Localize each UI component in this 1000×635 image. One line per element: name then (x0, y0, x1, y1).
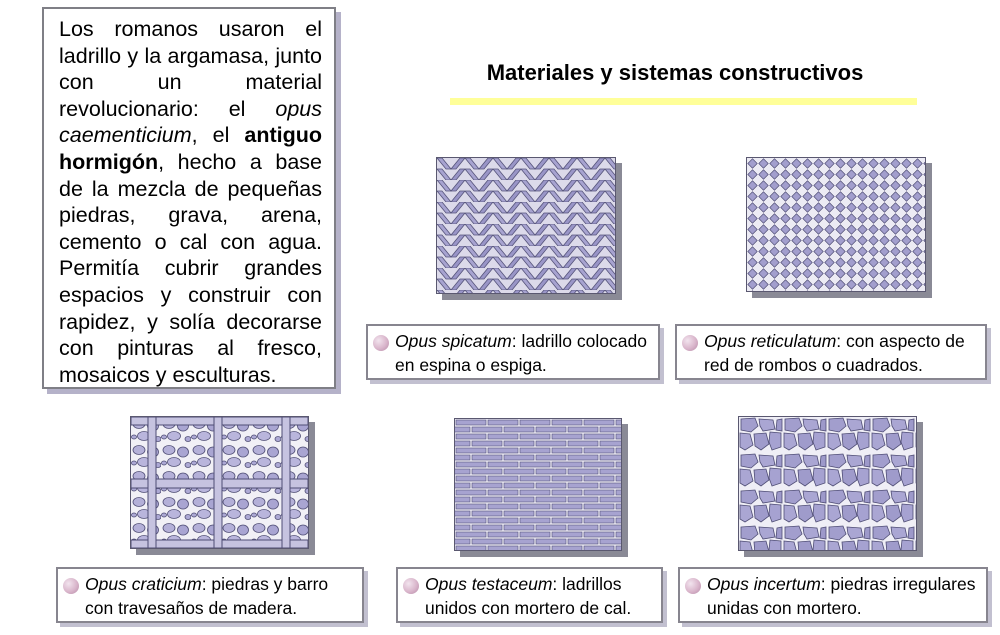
caption-name: Opus incertum (707, 574, 821, 594)
bullet-icon (682, 335, 698, 351)
caption-name: Opus reticulatum (704, 331, 837, 351)
caption-opus-spicatum (366, 324, 660, 380)
opus-spicatum-image (436, 157, 616, 294)
opus-incertum-image (738, 416, 917, 551)
caption-text: : ladrillo colocado en espina o espiga. (395, 331, 647, 375)
bullet-icon (403, 578, 419, 594)
intro-text-2: , el (191, 123, 245, 148)
opus-reticulatum-image (746, 157, 926, 292)
bullet-icon (685, 578, 701, 594)
bullet-icon (63, 578, 79, 594)
caption-name: Opus testaceum (425, 574, 553, 594)
caption-opus-incertum (678, 567, 988, 623)
opus-testaceum-image (454, 418, 622, 551)
title-underline (450, 98, 917, 105)
caption-text: : piedras irregulares unidas con mortero. (707, 574, 976, 618)
intro-text-3: , hecho a base de la mezcla de pequeñas piedras, grava, arena, cemento o cal con agua. Permitía cubrir grandes espacios y construir con rapidez, y solía decorarse con pinturas al fresco, mosaicos y esculturas. (59, 149, 322, 387)
caption-name: Opus spicatum (395, 331, 512, 351)
intro-text-1: Los romanos usaron el ladrillo y la argamasa, junto con un material revolucionario: el (59, 17, 322, 121)
caption-opus-reticulatum (675, 324, 987, 380)
intro-paragraph (59, 16, 322, 388)
caption-opus-craticium (56, 567, 364, 623)
caption-text: : con aspecto de red de rombos o cuadrados. (704, 331, 965, 375)
caption-name: Opus craticium (85, 574, 202, 594)
intro-opus-caementicium: opus caementicium (59, 96, 322, 148)
intro-antiguo-hormigon: antiguo hormigón (59, 123, 322, 174)
caption-text: : piedras y barro con travesaños de madera. (85, 574, 329, 618)
opus-craticium-image (130, 416, 309, 549)
bullet-icon (373, 335, 389, 351)
intro-text-box (42, 7, 336, 389)
page-title: Materiales y sistemas constructivos (486, 60, 864, 85)
caption-opus-testaceum (396, 567, 663, 623)
caption-text: : ladrillos unidos con mortero de cal. (425, 574, 632, 618)
